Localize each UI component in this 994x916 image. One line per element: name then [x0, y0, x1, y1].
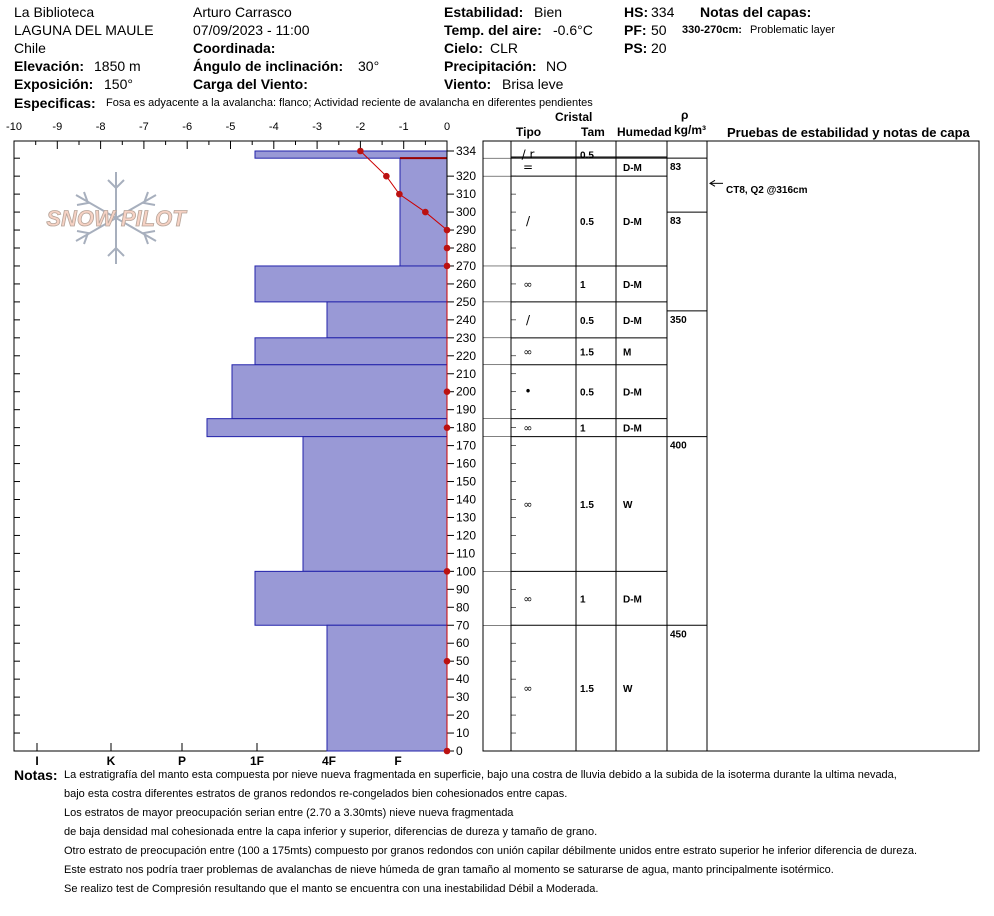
- temperature-point: [444, 658, 451, 665]
- type-heading: Tipo: [516, 125, 542, 139]
- crystal-humidity: D-M: [623, 594, 642, 606]
- height-tick-label: 150: [456, 474, 477, 489]
- tests-heading: Pruebas de estabilidad y notas de capa: [727, 125, 970, 140]
- height-tick-label: 210: [456, 366, 477, 381]
- temperature-point: [444, 568, 451, 575]
- temp-tick-label: -7: [139, 121, 149, 133]
- sky-value: CLR: [490, 40, 519, 56]
- layer-note-range: 330-270cm:: [682, 24, 742, 36]
- temp-tick-label: -1: [398, 121, 409, 133]
- height-tick-label: 50: [456, 654, 470, 669]
- hardness-bar: [303, 437, 447, 572]
- crystal-type: ∞: [523, 497, 533, 511]
- crystal-size: 1.5: [580, 684, 594, 696]
- ps-label: PS:: [624, 40, 648, 56]
- crystal-humidity: D-M: [623, 163, 642, 175]
- density-unit-heading: kg/m³: [674, 123, 707, 137]
- height-tick-label: 220: [456, 348, 477, 363]
- height-tick-label: 100: [456, 564, 477, 579]
- elevation-label: Elevación:: [14, 58, 85, 74]
- coordinate-label: Coordinada:: [193, 40, 276, 56]
- notes-line: La estratigrafía del manto esta compuesta por nieve nueva fragmentada en superficie, bajo una costra de lluvia debido a la subida de la isoterma durante la ultima nevada,: [64, 769, 897, 781]
- crystal-size: 0.5: [580, 150, 594, 162]
- stability-test-note: CT8, Q2 @316cm: [726, 185, 808, 196]
- height-tick-label: 130: [456, 510, 477, 525]
- height-tick-label: 60: [456, 636, 470, 651]
- temp-tick-label: -9: [52, 121, 63, 133]
- ps-value: 20: [651, 40, 667, 56]
- sky-label: Cielo:: [444, 40, 483, 56]
- temp-tick-label: -6: [182, 121, 193, 133]
- hardness-tick-label: I: [35, 754, 39, 768]
- stability-value: Bien: [534, 4, 563, 20]
- crystal-type: ∞: [523, 421, 533, 435]
- wind-load-label: Carga del Viento:: [193, 76, 308, 92]
- temperature-point: [444, 245, 451, 252]
- crystal-type: •: [524, 384, 532, 399]
- temperature-point: [444, 748, 451, 755]
- height-tick-label: 320: [456, 169, 477, 184]
- density-value: 450: [670, 629, 687, 641]
- crystal-type: ∞: [523, 682, 533, 696]
- layer-notes-label: Notas del capas:: [700, 4, 812, 20]
- precip-label: Precipitación:: [444, 58, 537, 74]
- crystal-size: 0.5: [580, 387, 594, 399]
- height-tick-label: 260: [456, 276, 477, 291]
- crystal-size: 1: [580, 279, 586, 291]
- slope-value: 30°: [358, 58, 380, 74]
- height-tick-label: 30: [456, 690, 470, 705]
- crystal-size: 1.5: [580, 499, 594, 511]
- humidity-heading: Humedad: [617, 125, 672, 139]
- crystal-size: 1.5: [580, 347, 594, 359]
- crystal-type: =: [522, 160, 534, 175]
- height-tick-label: 300: [456, 205, 477, 220]
- height-tick-label: 160: [456, 456, 477, 471]
- density-value: 83: [670, 216, 682, 228]
- temperature-point: [444, 227, 451, 234]
- temperature-point: [444, 388, 451, 395]
- height-tick-label: 70: [456, 618, 470, 633]
- height-tick-label: 334: [456, 144, 477, 158]
- height-tick-label: 140: [456, 492, 477, 507]
- crystal-type: /: [525, 214, 531, 229]
- hardness-tick-label: F: [394, 754, 402, 768]
- table-frame: [483, 141, 979, 751]
- hardness-tick-label: 4F: [321, 754, 337, 768]
- hardness-bar: [255, 151, 447, 158]
- crystal-humidity: M: [623, 347, 632, 359]
- density-value: 350: [670, 314, 687, 326]
- wind-value: Brisa leve: [502, 76, 564, 92]
- hardness-bar: [207, 419, 447, 437]
- temperature-point: [444, 263, 451, 270]
- rho-heading: ρ: [681, 108, 689, 122]
- crystal-type: ∞: [523, 592, 533, 606]
- temperature-point: [357, 148, 364, 155]
- slope-label: Ángulo de inclinación:: [193, 58, 344, 74]
- notes-line: Los estratos de mayor preocupación serian entre (2.70 a 3.30mts) nieve nueva fragmentada: [64, 807, 514, 819]
- stability-label: Estabilidad:: [444, 4, 524, 20]
- logo-text: SNOW PILOT: [46, 206, 186, 231]
- hardness-tick-label: P: [177, 754, 187, 768]
- precip-value: NO: [546, 58, 567, 74]
- height-tick-label: 10: [456, 726, 470, 741]
- specifics-label: Especificas:: [14, 95, 96, 111]
- temp-tick-label: -4: [268, 121, 279, 133]
- temperature-point: [396, 191, 403, 198]
- height-tick-label: 20: [456, 708, 470, 723]
- crystal-type: /: [525, 312, 531, 327]
- height-tick-label: 80: [456, 600, 470, 615]
- notes-line: Otro estrato de preocupación entre (100 a 175mts) compuesto por granos redondos con unión capilar débilmente unidos entre estrato superior he inferior diferencia de dureza.: [64, 845, 918, 857]
- aspect-label: Exposición:: [14, 76, 94, 92]
- elevation-value: 1850 m: [94, 58, 141, 74]
- temp-tick-label: -3: [312, 121, 322, 133]
- hardness-bar: [255, 338, 447, 365]
- hs-label: HS:: [624, 4, 649, 20]
- temp-tick-label: -5: [225, 121, 236, 133]
- crystal-humidity: D-M: [623, 387, 642, 399]
- location-name: La Biblioteca: [14, 4, 95, 20]
- notes-line: de baja densidad mal cohesionada entre la capa inferior y superior, diferencias de dureza y tamaño de grano.: [64, 826, 598, 838]
- notes-line: bajo esta costra diferentes estratos de granos redondos re-congelados bien cohesionados entre capas.: [64, 788, 568, 800]
- height-tick-label: 90: [456, 582, 470, 597]
- crystal-type: ∞: [523, 345, 533, 359]
- temperature-point: [444, 424, 451, 431]
- height-tick-label: 230: [456, 330, 477, 345]
- crystal-size: 0.5: [580, 315, 594, 327]
- notes-label: Notas:: [14, 767, 58, 783]
- height-tick-label: 0: [456, 744, 463, 758]
- temp-tick-label: -2: [355, 121, 366, 133]
- wind-label: Viento:: [444, 76, 492, 92]
- crystal-humidity: D-M: [623, 423, 642, 435]
- height-tick-label: 180: [456, 420, 477, 435]
- crystal-type: ∞: [523, 277, 533, 291]
- height-tick-label: 290: [456, 223, 477, 238]
- hardness-bar: [232, 365, 447, 419]
- crystal-size: 1: [580, 423, 586, 435]
- hardness-bar: [255, 266, 447, 302]
- height-tick-label: 190: [456, 402, 477, 417]
- crystal-humidity: D-M: [623, 279, 642, 291]
- height-tick-label: 170: [456, 438, 477, 453]
- pf-value: 50: [651, 22, 667, 38]
- aspect-value: 150°: [104, 76, 133, 92]
- density-value: 400: [670, 440, 687, 452]
- height-tick-label: 280: [456, 241, 477, 256]
- crystal-humidity: W: [623, 499, 633, 511]
- crystal-type: / r: [521, 147, 535, 162]
- size-heading: Tam: [581, 125, 605, 139]
- temperature-point: [383, 173, 390, 180]
- height-tick-label: 250: [456, 294, 477, 309]
- height-tick-label: 240: [456, 312, 477, 327]
- height-tick-label: 110: [456, 546, 476, 561]
- density-value: 83: [670, 162, 682, 174]
- height-tick-label: 40: [456, 672, 470, 687]
- crystal-humidity: D-M: [623, 315, 642, 327]
- country: Chile: [14, 40, 46, 56]
- crystal-size: 1: [580, 594, 586, 606]
- specifics-text: Fosa es adyacente a la avalancha: flanco; Actividad reciente de avalancha en diferentes pendientes: [106, 97, 593, 109]
- height-tick-label: 120: [456, 528, 477, 543]
- height-tick-label: 200: [456, 384, 477, 399]
- height-tick-label: 310: [456, 187, 477, 202]
- crystal-humidity: D-M: [623, 217, 642, 229]
- layer-note-text: Problematic layer: [750, 24, 835, 36]
- air-temp-label: Temp. del aire:: [444, 22, 542, 38]
- hs-value: 334: [651, 4, 675, 20]
- temp-tick-label: 0: [443, 121, 451, 133]
- observer: Arturo Carrasco: [193, 4, 292, 20]
- datetime: 07/09/2023 - 11:00: [193, 22, 310, 38]
- hardness-bar: [327, 302, 447, 338]
- crystal-humidity: W: [623, 684, 633, 696]
- hardness-bar: [255, 571, 447, 625]
- height-tick-label: 270: [456, 258, 477, 273]
- hardness-tick-label: 1F: [249, 754, 265, 768]
- notes-line: Se realizo test de Compresión resultando que el manto se encuentra con una inestabilidad Débil a Moderada.: [64, 883, 599, 895]
- range-name: LAGUNA DEL MAULE: [14, 22, 154, 38]
- notes-line: Este estrato nos podría traer problemas de avalanchas de nieve húmeda de gran tamaño al momento se saturarse de agua, manto principalmente isotérmico.: [64, 864, 834, 876]
- air-temp-value: -0.6°C: [553, 22, 593, 38]
- pf-label: PF:: [624, 22, 647, 38]
- crystal-size: 0.5: [580, 217, 594, 229]
- hardness-tick-label: K: [106, 754, 116, 768]
- temp-tick-label: -10: [6, 121, 22, 133]
- temperature-point: [422, 209, 429, 216]
- temp-tick-label: -8: [95, 121, 106, 133]
- crystal-heading: Cristal: [555, 110, 593, 124]
- hardness-bar: [327, 625, 447, 751]
